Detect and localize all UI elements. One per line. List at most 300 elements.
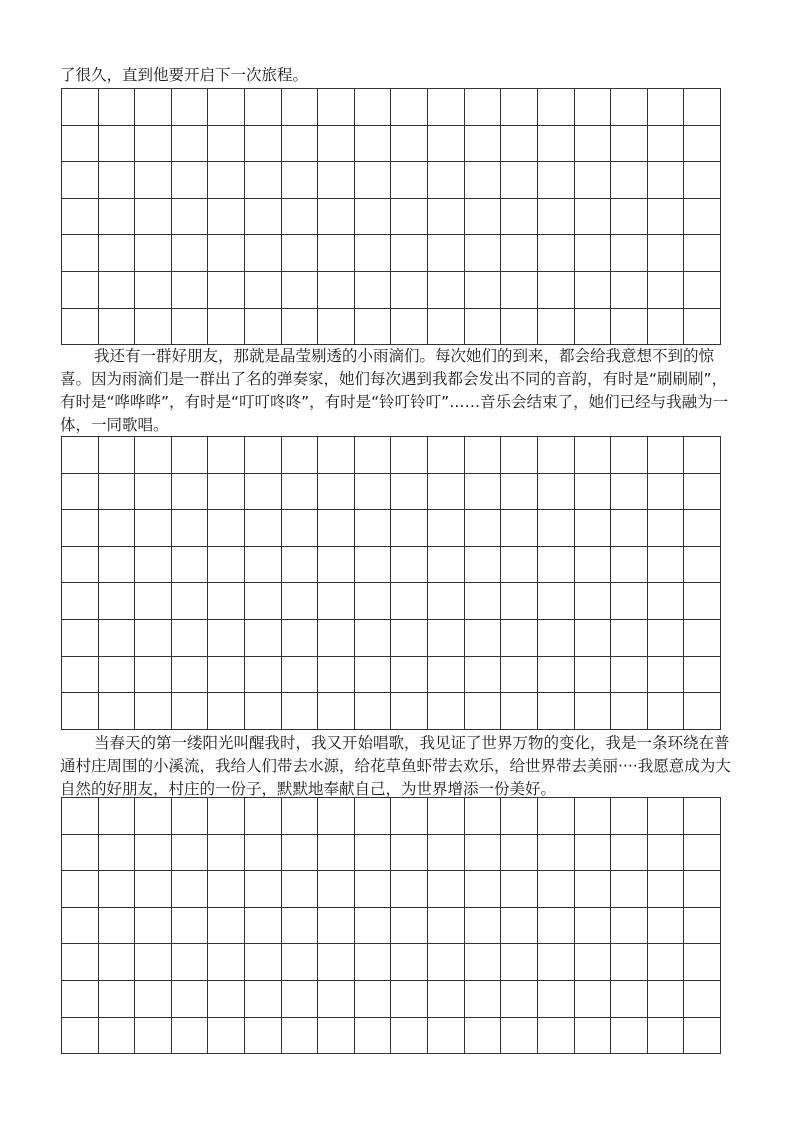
grid-cell[interactable]	[282, 981, 319, 1018]
grid-cell[interactable]	[172, 693, 209, 730]
grid-cell[interactable]	[245, 199, 282, 236]
grid-cell[interactable]	[208, 126, 245, 163]
grid-cell[interactable]	[318, 871, 355, 908]
grid-cell[interactable]	[135, 510, 172, 547]
grid-cell[interactable]	[99, 583, 136, 620]
grid-cell[interactable]	[465, 474, 502, 511]
grid-cell[interactable]	[611, 620, 648, 657]
grid-cell[interactable]	[648, 981, 685, 1018]
grid-cell[interactable]	[684, 871, 721, 908]
grid-cell[interactable]	[684, 510, 721, 547]
grid-cell[interactable]	[648, 309, 685, 346]
grid-cell[interactable]	[208, 510, 245, 547]
grid-cell[interactable]	[465, 908, 502, 945]
grid-cell[interactable]	[355, 235, 392, 272]
grid-cell[interactable]	[428, 235, 465, 272]
grid-cell[interactable]	[208, 583, 245, 620]
grid-cell[interactable]	[318, 474, 355, 511]
grid-cell[interactable]	[465, 798, 502, 835]
grid-cell[interactable]	[245, 162, 282, 199]
grid-cell[interactable]	[282, 798, 319, 835]
grid-cell[interactable]	[684, 474, 721, 511]
grid-cell[interactable]	[99, 309, 136, 346]
grid-cell[interactable]	[538, 583, 575, 620]
grid-cell[interactable]	[99, 835, 136, 872]
grid-cell[interactable]	[538, 798, 575, 835]
grid-cell[interactable]	[282, 235, 319, 272]
grid-cell[interactable]	[428, 693, 465, 730]
grid-cell[interactable]	[62, 981, 99, 1018]
grid-cell[interactable]	[135, 798, 172, 835]
grid-cell[interactable]	[391, 871, 428, 908]
grid-cell[interactable]	[282, 944, 319, 981]
grid-cell[interactable]	[465, 235, 502, 272]
grid-cell[interactable]	[684, 798, 721, 835]
grid-cell[interactable]	[575, 162, 612, 199]
grid-cell[interactable]	[135, 272, 172, 309]
grid-cell[interactable]	[611, 798, 648, 835]
grid-cell[interactable]	[428, 944, 465, 981]
grid-cell[interactable]	[465, 620, 502, 657]
grid-cell[interactable]	[208, 908, 245, 945]
grid-cell[interactable]	[318, 547, 355, 584]
grid-cell[interactable]	[391, 981, 428, 1018]
grid-cell[interactable]	[611, 126, 648, 163]
grid-cell[interactable]	[172, 272, 209, 309]
grid-cell[interactable]	[465, 510, 502, 547]
grid-cell[interactable]	[318, 583, 355, 620]
grid-cell[interactable]	[538, 693, 575, 730]
grid-cell[interactable]	[318, 693, 355, 730]
grid-cell[interactable]	[684, 199, 721, 236]
grid-cell[interactable]	[62, 89, 99, 126]
grid-cell[interactable]	[62, 126, 99, 163]
grid-cell[interactable]	[684, 981, 721, 1018]
grid-cell[interactable]	[428, 583, 465, 620]
grid-cell[interactable]	[648, 510, 685, 547]
grid-cell[interactable]	[135, 981, 172, 1018]
grid-cell[interactable]	[611, 309, 648, 346]
grid-cell[interactable]	[575, 309, 612, 346]
grid-cell[interactable]	[428, 981, 465, 1018]
grid-cell[interactable]	[428, 510, 465, 547]
grid-cell[interactable]	[648, 162, 685, 199]
grid-cell[interactable]	[172, 835, 209, 872]
grid-cell[interactable]	[391, 474, 428, 511]
grid-cell[interactable]	[355, 871, 392, 908]
grid-cell[interactable]	[355, 798, 392, 835]
grid-cell[interactable]	[245, 309, 282, 346]
grid-cell[interactable]	[465, 126, 502, 163]
grid-cell[interactable]	[465, 162, 502, 199]
grid-cell[interactable]	[611, 437, 648, 474]
grid-cell[interactable]	[355, 981, 392, 1018]
grid-cell[interactable]	[611, 162, 648, 199]
grid-cell[interactable]	[208, 235, 245, 272]
grid-cell[interactable]	[428, 657, 465, 694]
grid-cell[interactable]	[428, 620, 465, 657]
grid-cell[interactable]	[391, 510, 428, 547]
grid-cell[interactable]	[501, 235, 538, 272]
grid-cell[interactable]	[575, 944, 612, 981]
grid-cell[interactable]	[501, 871, 538, 908]
grid-cell[interactable]	[684, 1018, 721, 1055]
grid-cell[interactable]	[172, 510, 209, 547]
grid-cell[interactable]	[465, 835, 502, 872]
grid-cell[interactable]	[648, 835, 685, 872]
grid-cell[interactable]	[318, 126, 355, 163]
grid-cell[interactable]	[611, 871, 648, 908]
grid-cell[interactable]	[355, 199, 392, 236]
grid-cell[interactable]	[684, 944, 721, 981]
grid-cell[interactable]	[501, 547, 538, 584]
grid-cell[interactable]	[465, 272, 502, 309]
grid-cell[interactable]	[208, 1018, 245, 1055]
grid-cell[interactable]	[575, 474, 612, 511]
grid-cell[interactable]	[428, 437, 465, 474]
grid-cell[interactable]	[99, 657, 136, 694]
grid-cell[interactable]	[318, 510, 355, 547]
grid-cell[interactable]	[684, 693, 721, 730]
grid-cell[interactable]	[355, 474, 392, 511]
grid-cell[interactable]	[428, 1018, 465, 1055]
grid-cell[interactable]	[208, 871, 245, 908]
grid-cell[interactable]	[465, 547, 502, 584]
grid-cell[interactable]	[391, 235, 428, 272]
grid-cell[interactable]	[318, 981, 355, 1018]
grid-cell[interactable]	[62, 547, 99, 584]
grid-cell[interactable]	[648, 89, 685, 126]
grid-cell[interactable]	[684, 620, 721, 657]
grid-cell[interactable]	[648, 583, 685, 620]
grid-cell[interactable]	[172, 583, 209, 620]
grid-cell[interactable]	[135, 944, 172, 981]
grid-cell[interactable]	[62, 1018, 99, 1055]
grid-cell[interactable]	[391, 199, 428, 236]
grid-cell[interactable]	[245, 126, 282, 163]
grid-cell[interactable]	[648, 798, 685, 835]
grid-cell[interactable]	[684, 309, 721, 346]
grid-cell[interactable]	[611, 199, 648, 236]
grid-cell[interactable]	[538, 89, 575, 126]
grid-cell[interactable]	[62, 798, 99, 835]
grid-cell[interactable]	[684, 583, 721, 620]
grid-cell[interactable]	[282, 89, 319, 126]
grid-cell[interactable]	[501, 510, 538, 547]
grid-cell[interactable]	[575, 908, 612, 945]
grid-cell[interactable]	[465, 693, 502, 730]
grid-cell[interactable]	[428, 798, 465, 835]
grid-cell[interactable]	[62, 437, 99, 474]
grid-cell[interactable]	[135, 235, 172, 272]
grid-cell[interactable]	[611, 547, 648, 584]
grid-cell[interactable]	[428, 547, 465, 584]
grid-cell[interactable]	[501, 583, 538, 620]
grid-cell[interactable]	[684, 835, 721, 872]
grid-cell[interactable]	[428, 272, 465, 309]
grid-cell[interactable]	[575, 657, 612, 694]
grid-cell[interactable]	[62, 199, 99, 236]
grid-cell[interactable]	[355, 547, 392, 584]
grid-cell[interactable]	[99, 162, 136, 199]
grid-cell[interactable]	[99, 693, 136, 730]
grid-cell[interactable]	[62, 620, 99, 657]
grid-cell[interactable]	[282, 620, 319, 657]
writing-grid-3[interactable]	[61, 797, 721, 1054]
grid-cell[interactable]	[135, 583, 172, 620]
grid-cell[interactable]	[355, 944, 392, 981]
grid-cell[interactable]	[135, 126, 172, 163]
grid-cell[interactable]	[245, 981, 282, 1018]
grid-cell[interactable]	[135, 199, 172, 236]
grid-cell[interactable]	[428, 309, 465, 346]
writing-grid-1[interactable]	[61, 88, 721, 345]
grid-cell[interactable]	[282, 835, 319, 872]
grid-cell[interactable]	[318, 657, 355, 694]
grid-cell[interactable]	[684, 437, 721, 474]
grid-cell[interactable]	[135, 547, 172, 584]
grid-cell[interactable]	[355, 657, 392, 694]
grid-cell[interactable]	[648, 944, 685, 981]
grid-cell[interactable]	[611, 235, 648, 272]
grid-cell[interactable]	[62, 693, 99, 730]
grid-cell[interactable]	[208, 798, 245, 835]
grid-cell[interactable]	[245, 510, 282, 547]
grid-cell[interactable]	[684, 908, 721, 945]
grid-cell[interactable]	[62, 871, 99, 908]
grid-cell[interactable]	[465, 309, 502, 346]
grid-cell[interactable]	[648, 126, 685, 163]
grid-cell[interactable]	[135, 437, 172, 474]
grid-cell[interactable]	[501, 309, 538, 346]
grid-cell[interactable]	[611, 272, 648, 309]
grid-cell[interactable]	[99, 235, 136, 272]
grid-cell[interactable]	[135, 693, 172, 730]
grid-cell[interactable]	[501, 162, 538, 199]
grid-cell[interactable]	[245, 944, 282, 981]
grid-cell[interactable]	[501, 474, 538, 511]
grid-cell[interactable]	[208, 981, 245, 1018]
grid-cell[interactable]	[172, 474, 209, 511]
grid-cell[interactable]	[501, 657, 538, 694]
grid-cell[interactable]	[538, 835, 575, 872]
grid-cell[interactable]	[391, 693, 428, 730]
grid-cell[interactable]	[135, 657, 172, 694]
grid-cell[interactable]	[355, 908, 392, 945]
grid-cell[interactable]	[318, 620, 355, 657]
grid-cell[interactable]	[99, 126, 136, 163]
grid-cell[interactable]	[355, 126, 392, 163]
grid-cell[interactable]	[465, 1018, 502, 1055]
grid-cell[interactable]	[245, 89, 282, 126]
grid-cell[interactable]	[428, 199, 465, 236]
grid-cell[interactable]	[282, 474, 319, 511]
grid-cell[interactable]	[465, 981, 502, 1018]
grid-cell[interactable]	[172, 908, 209, 945]
grid-cell[interactable]	[391, 657, 428, 694]
grid-cell[interactable]	[99, 510, 136, 547]
grid-cell[interactable]	[575, 583, 612, 620]
grid-cell[interactable]	[428, 871, 465, 908]
grid-cell[interactable]	[208, 620, 245, 657]
grid-cell[interactable]	[135, 89, 172, 126]
grid-cell[interactable]	[135, 620, 172, 657]
grid-cell[interactable]	[208, 835, 245, 872]
grid-cell[interactable]	[355, 693, 392, 730]
grid-cell[interactable]	[538, 908, 575, 945]
writing-grid-2[interactable]	[61, 436, 721, 730]
grid-cell[interactable]	[208, 474, 245, 511]
grid-cell[interactable]	[428, 908, 465, 945]
grid-cell[interactable]	[355, 309, 392, 346]
grid-cell[interactable]	[172, 199, 209, 236]
grid-cell[interactable]	[172, 547, 209, 584]
grid-cell[interactable]	[428, 126, 465, 163]
grid-cell[interactable]	[611, 835, 648, 872]
grid-cell[interactable]	[538, 474, 575, 511]
grid-cell[interactable]	[282, 693, 319, 730]
grid-cell[interactable]	[318, 272, 355, 309]
grid-cell[interactable]	[172, 657, 209, 694]
grid-cell[interactable]	[282, 199, 319, 236]
grid-cell[interactable]	[538, 235, 575, 272]
grid-cell[interactable]	[172, 162, 209, 199]
grid-cell[interactable]	[391, 835, 428, 872]
grid-cell[interactable]	[355, 510, 392, 547]
grid-cell[interactable]	[501, 126, 538, 163]
grid-cell[interactable]	[282, 583, 319, 620]
grid-cell[interactable]	[575, 693, 612, 730]
grid-cell[interactable]	[282, 272, 319, 309]
grid-cell[interactable]	[99, 798, 136, 835]
grid-cell[interactable]	[318, 309, 355, 346]
grid-cell[interactable]	[391, 162, 428, 199]
grid-cell[interactable]	[245, 798, 282, 835]
grid-cell[interactable]	[355, 162, 392, 199]
grid-cell[interactable]	[245, 583, 282, 620]
grid-cell[interactable]	[245, 693, 282, 730]
grid-cell[interactable]	[62, 835, 99, 872]
grid-cell[interactable]	[318, 835, 355, 872]
grid-cell[interactable]	[501, 835, 538, 872]
grid-cell[interactable]	[648, 199, 685, 236]
grid-cell[interactable]	[391, 89, 428, 126]
grid-cell[interactable]	[538, 162, 575, 199]
grid-cell[interactable]	[135, 871, 172, 908]
grid-cell[interactable]	[135, 835, 172, 872]
grid-cell[interactable]	[391, 547, 428, 584]
grid-cell[interactable]	[465, 583, 502, 620]
grid-cell[interactable]	[428, 162, 465, 199]
grid-cell[interactable]	[684, 235, 721, 272]
grid-cell[interactable]	[318, 944, 355, 981]
grid-cell[interactable]	[355, 583, 392, 620]
grid-cell[interactable]	[355, 437, 392, 474]
grid-cell[interactable]	[575, 235, 612, 272]
grid-cell[interactable]	[318, 199, 355, 236]
grid-cell[interactable]	[245, 272, 282, 309]
grid-cell[interactable]	[575, 437, 612, 474]
grid-cell[interactable]	[282, 162, 319, 199]
grid-cell[interactable]	[538, 871, 575, 908]
grid-cell[interactable]	[611, 1018, 648, 1055]
grid-cell[interactable]	[538, 199, 575, 236]
grid-cell[interactable]	[648, 437, 685, 474]
grid-cell[interactable]	[99, 944, 136, 981]
grid-cell[interactable]	[611, 583, 648, 620]
grid-cell[interactable]	[501, 620, 538, 657]
grid-cell[interactable]	[538, 510, 575, 547]
grid-cell[interactable]	[575, 981, 612, 1018]
grid-cell[interactable]	[245, 657, 282, 694]
grid-cell[interactable]	[282, 871, 319, 908]
grid-cell[interactable]	[538, 272, 575, 309]
grid-cell[interactable]	[208, 89, 245, 126]
grid-cell[interactable]	[282, 309, 319, 346]
grid-cell[interactable]	[684, 162, 721, 199]
grid-cell[interactable]	[99, 1018, 136, 1055]
grid-cell[interactable]	[245, 908, 282, 945]
grid-cell[interactable]	[62, 657, 99, 694]
grid-cell[interactable]	[282, 437, 319, 474]
grid-cell[interactable]	[172, 309, 209, 346]
grid-cell[interactable]	[648, 474, 685, 511]
grid-cell[interactable]	[62, 235, 99, 272]
grid-cell[interactable]	[172, 871, 209, 908]
grid-cell[interactable]	[208, 657, 245, 694]
grid-cell[interactable]	[575, 798, 612, 835]
grid-cell[interactable]	[391, 798, 428, 835]
grid-cell[interactable]	[355, 89, 392, 126]
grid-cell[interactable]	[501, 944, 538, 981]
grid-cell[interactable]	[99, 981, 136, 1018]
grid-cell[interactable]	[465, 871, 502, 908]
grid-cell[interactable]	[611, 944, 648, 981]
grid-cell[interactable]	[282, 908, 319, 945]
grid-cell[interactable]	[172, 944, 209, 981]
grid-cell[interactable]	[245, 835, 282, 872]
grid-cell[interactable]	[684, 89, 721, 126]
grid-cell[interactable]	[172, 126, 209, 163]
grid-cell[interactable]	[465, 89, 502, 126]
grid-cell[interactable]	[355, 835, 392, 872]
grid-cell[interactable]	[538, 547, 575, 584]
grid-cell[interactable]	[538, 944, 575, 981]
grid-cell[interactable]	[538, 657, 575, 694]
grid-cell[interactable]	[391, 583, 428, 620]
grid-cell[interactable]	[172, 798, 209, 835]
grid-cell[interactable]	[135, 908, 172, 945]
grid-cell[interactable]	[538, 620, 575, 657]
grid-cell[interactable]	[611, 89, 648, 126]
grid-cell[interactable]	[62, 162, 99, 199]
grid-cell[interactable]	[99, 620, 136, 657]
grid-cell[interactable]	[391, 944, 428, 981]
grid-cell[interactable]	[575, 510, 612, 547]
grid-cell[interactable]	[501, 89, 538, 126]
grid-cell[interactable]	[575, 1018, 612, 1055]
grid-cell[interactable]	[135, 309, 172, 346]
grid-cell[interactable]	[318, 437, 355, 474]
grid-cell[interactable]	[172, 437, 209, 474]
grid-cell[interactable]	[684, 126, 721, 163]
grid-cell[interactable]	[99, 547, 136, 584]
grid-cell[interactable]	[318, 908, 355, 945]
grid-cell[interactable]	[282, 657, 319, 694]
grid-cell[interactable]	[648, 871, 685, 908]
grid-cell[interactable]	[245, 474, 282, 511]
grid-cell[interactable]	[465, 437, 502, 474]
